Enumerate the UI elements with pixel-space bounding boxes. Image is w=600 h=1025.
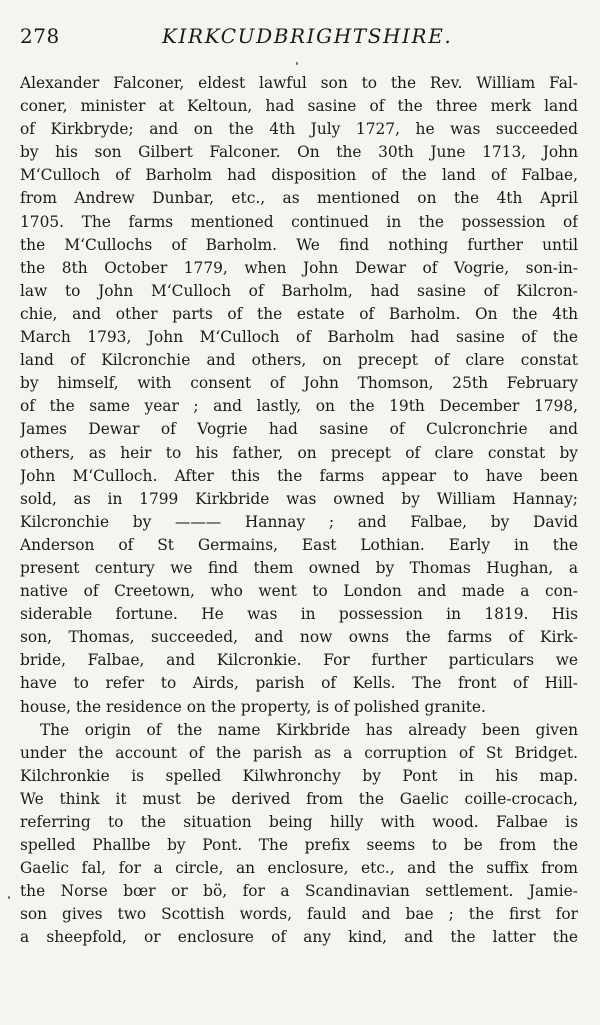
text-line: son, Thomas, succeeded, and now owns the farms of Kirk- [20,628,578,647]
text-line: coner, minister at Keltoun, had sasine of the three merk land [20,97,578,116]
text-line: James Dewar of Vogrie had sasine of Culcronchrie and [20,420,578,439]
text-line: son gives two Scottish words, fauld and bae ; the first for [20,905,578,924]
text-line: the Norse bœr or bö, for a Scandinavian settlement. Jamie- [20,882,578,901]
text-line: from Andrew Dunbar, etc., as mentioned on the 4th April [20,189,578,208]
text-line: The origin of the name Kirkbride has already been given [40,720,578,739]
text-line: present century we find them owned by Thomas Hughan, a [20,558,578,577]
text-line: house, the residence on the property, is of polished granite. [20,697,486,716]
text-line: 1705. The farms mentioned continued in the possession of [20,212,578,231]
text-line: We think it must be derived from the Gaelic coille-crocach, [20,789,578,808]
text-line: by his son Gilbert Falconer. On the 30th June 1713, John [20,143,578,162]
text-line: of Kirkbryde; and on the 4th July 1727, he was succeeded [20,120,578,139]
print-speck [296,62,298,65]
text-line: land of Kilcronchie and others, on precept of clare constat [20,351,578,370]
text-line: others, as heir to his father, on precept of clare constat by [20,443,578,462]
text-line: Alexander Falconer, eldest lawful son to the Rev. William Fal- [20,74,578,92]
text-line: spelled Phallbe by Pont. The prefix seems to be from the [20,836,578,855]
text-line: under the account of the parish as a corruption of St Bridget. [20,743,578,762]
text-line: by himself, with consent of John Thomson, 25th February [20,374,578,393]
text-line: Kilchronkie is spelled Kilwhronchy by Pont in his map. [20,766,578,785]
text-line: law to John M‘Culloch of Barholm, had sasine of Kilcron- [20,281,578,300]
text-line: a sheepfold, or enclosure of any kind, and the latter the [20,928,578,947]
text-line: Gaelic fal, for a circle, an enclosure, etc., and the suffix from [20,859,578,878]
text-line: M‘Culloch of Barholm had disposition of the land of Falbae, [20,166,578,185]
text-line: Anderson of St Germains, East Lothian. Early in the [20,535,578,554]
text-line: have to refer to Airds, parish of Kells. The front of Hill- [20,674,578,693]
page-header [20,24,580,50]
text-line: chie, and other parts of the estate of Barholm. On the 4th [20,304,578,323]
text-line: referring to the situation being hilly with wood. Falbae is [20,813,578,831]
text-line: John M‘Culloch. After this the farms appear to have been [20,466,578,485]
running-head: KIRKCUDBRIGHTSHIRE. [162,24,453,48]
body-text [20,72,578,950]
text-line: bride, Falbae, and Kilcronkie. For further particulars we [20,651,578,670]
text-line: native of Creetown, who went to London and made a con- [20,582,578,601]
text-line: siderable fortune. He was in possession in 1819. His [20,605,578,624]
text-line: Kilcronchie by ——— Hannay ; and Falbae, by David [20,512,578,531]
print-speck [8,896,10,899]
text-line: March 1793, John M‘Culloch of Barholm had sasine of the [20,328,578,347]
page-number: 278 [20,24,60,48]
text-line: the M‘Cullochs of Barholm. We find nothing further until [20,235,578,254]
text-line: of the same year ; and lastly, on the 19th December 1798, [20,397,578,416]
text-line: sold, as in 1799 Kirkbride was owned by William Hannay; [20,489,578,508]
text-line: the 8th October 1779, when John Dewar of Vogrie, son-in- [20,258,578,277]
